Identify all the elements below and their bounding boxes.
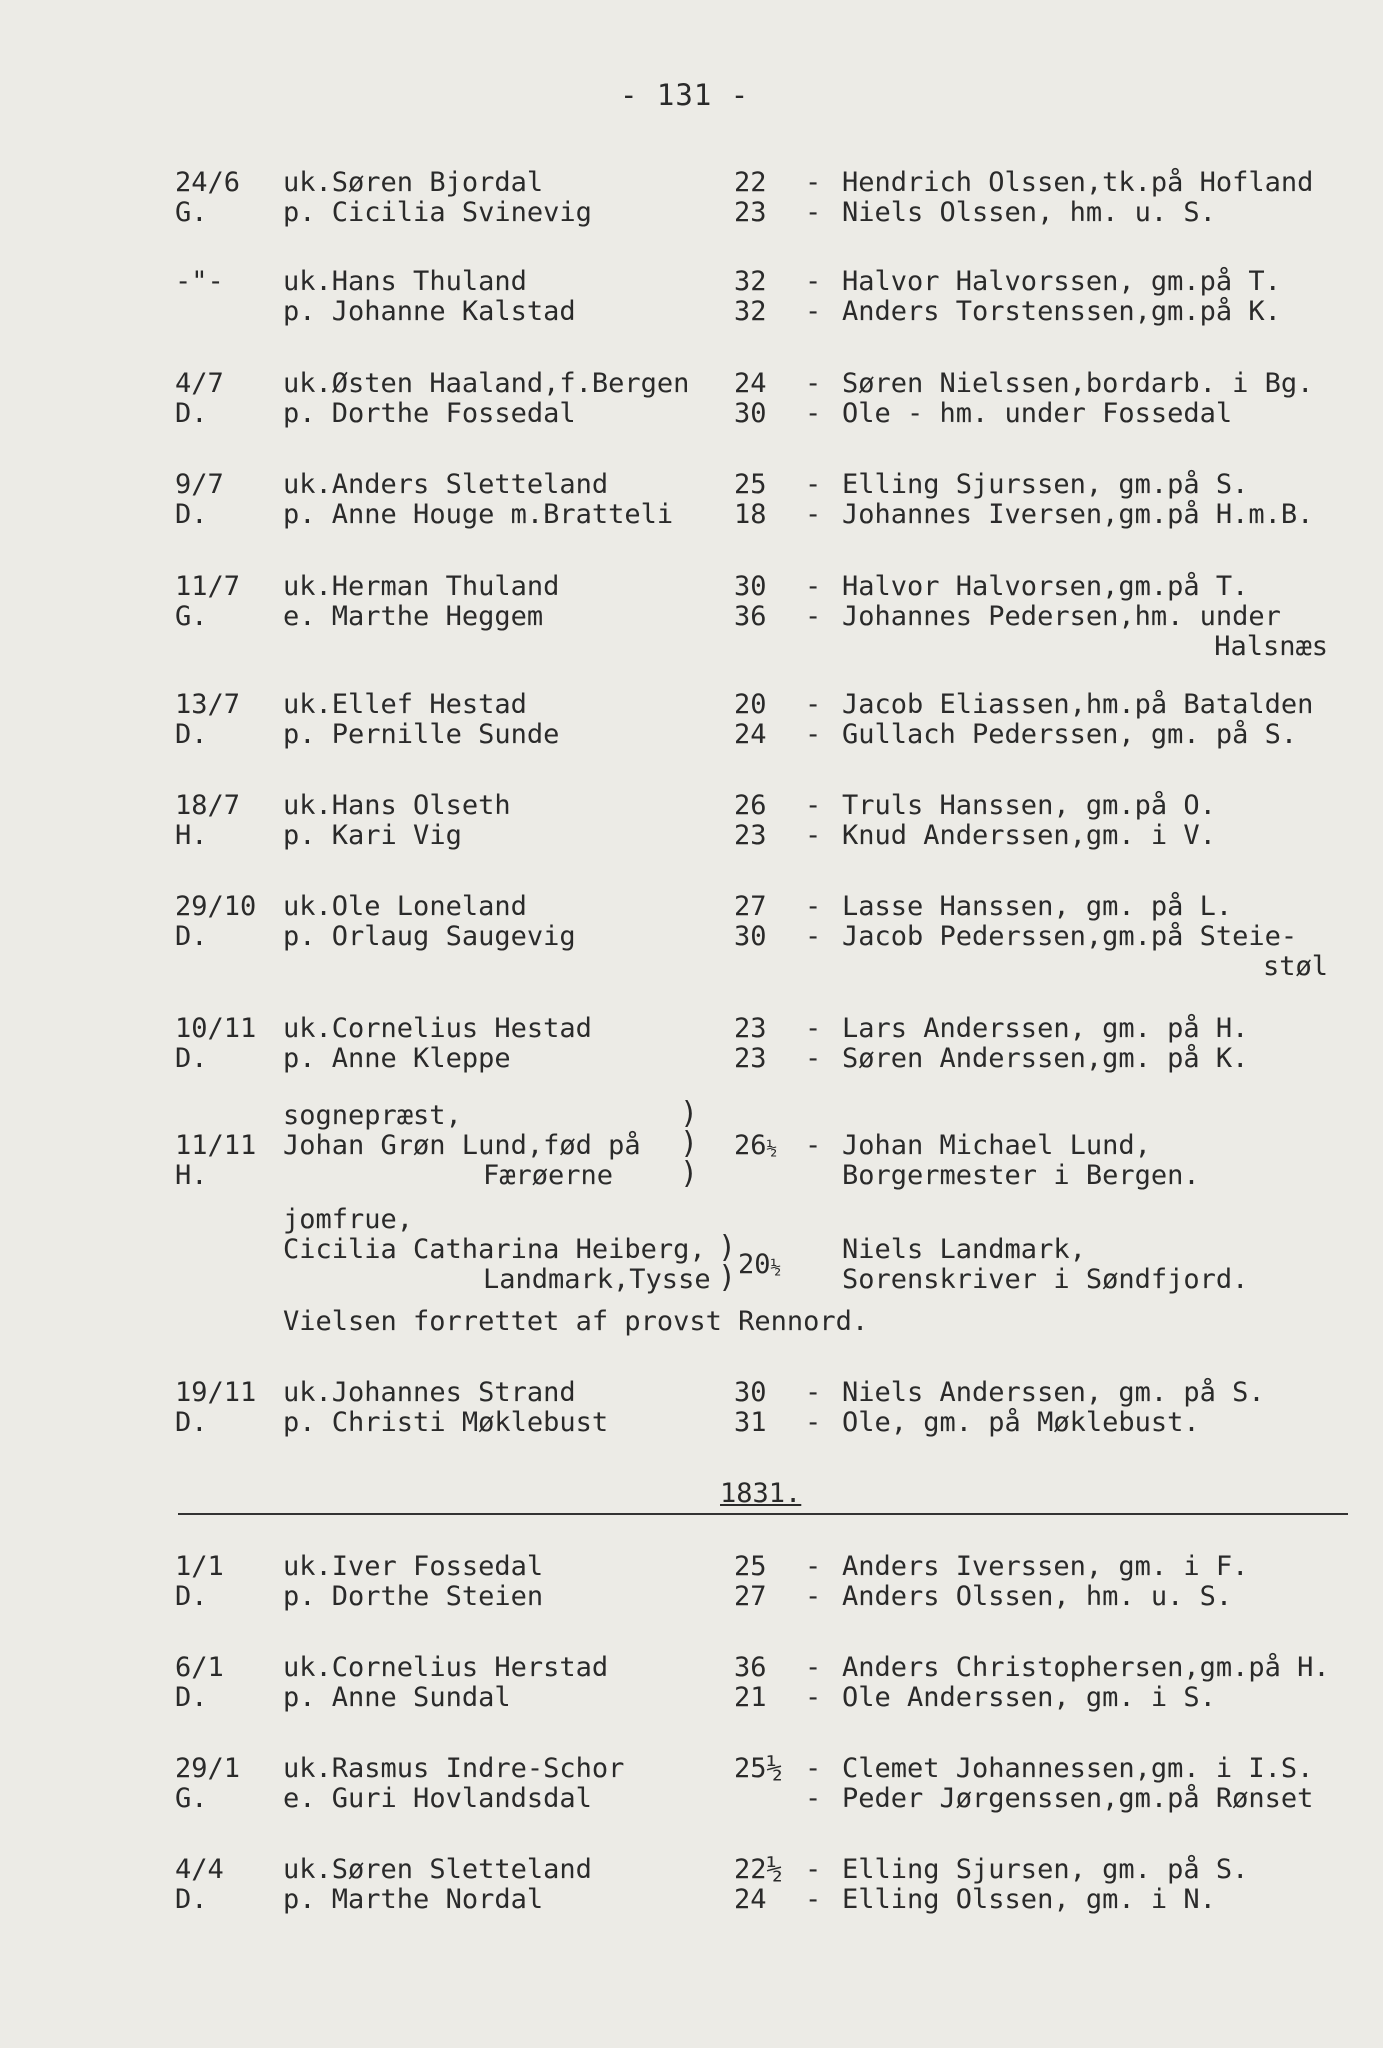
groom-status: uk. [283, 266, 332, 297]
dash: - [805, 1130, 822, 1161]
spacer [316, 820, 332, 851]
bride-age: 32 [734, 296, 767, 327]
groom-status: uk. [283, 1854, 332, 1885]
groom-age: 25 [734, 1551, 767, 1582]
bride-age: 30 [734, 921, 767, 952]
bride-title: jomfrue, [283, 1204, 414, 1235]
dash: - [805, 1407, 822, 1438]
groom-witness: Lars Anderssen, gm. på H. [842, 1013, 1249, 1044]
dash: - [805, 1753, 822, 1784]
groom-name [283, 267, 527, 297]
groom-status: uk. [283, 1377, 332, 1408]
groom-full-name: Ellef Hestad [331, 689, 527, 720]
dash: - [805, 1013, 822, 1044]
groom-witness: Søren Nielssen,bordarb. i Bg. [842, 368, 1314, 399]
year-divider [178, 1513, 1348, 1515]
bride-witness-cont: Sorenskriver i Søndfjord. [842, 1264, 1249, 1295]
bride-name [283, 1044, 511, 1074]
bride-name [283, 297, 576, 327]
ceremony-note: Vielsen forrettet af provst Rennord. [283, 1306, 869, 1337]
groom-age: 27 [734, 891, 767, 922]
entry-date: 11/11 [175, 1130, 257, 1161]
bride-witness: Anders Torstenssen,gm.på K. [842, 296, 1281, 327]
groom-full-name: Anders Sletteland [331, 469, 609, 500]
dash: - [805, 820, 822, 851]
dash: - [805, 891, 822, 922]
spacer [316, 296, 332, 327]
bride-name [283, 1408, 608, 1438]
bride-name [283, 1582, 543, 1612]
groom-witness-cont: Borgermester i Bergen. [842, 1160, 1200, 1191]
bride-witness: Johannes Pedersen,hm. under [842, 601, 1281, 632]
bride-name: Cicilia Catharina Heiberg, [283, 1234, 706, 1265]
spacer [316, 499, 332, 530]
spacer [316, 601, 332, 632]
bride-witness: Ole, gm. på Møklebust. [842, 1407, 1200, 1438]
bride-status: p. [283, 1682, 316, 1713]
dash: - [805, 398, 822, 429]
spacer [316, 1682, 332, 1713]
entry-place: D. [175, 1043, 208, 1074]
groom-age: 26½ [734, 1130, 778, 1161]
bride-status: p. [283, 197, 316, 228]
dash: - [805, 197, 822, 228]
bride-witness: Ole - hm. under Fossedal [842, 398, 1233, 429]
bride-status: p. [283, 820, 316, 851]
groom-name: Johan Grøn Lund,fød på [283, 1130, 641, 1161]
entry-place: H. [175, 820, 208, 851]
groom-witness: Lasse Hanssen, gm. på L. [842, 891, 1233, 922]
groom-age: 30 [734, 571, 767, 602]
bride-full-name: Orlaug Saugevig [331, 921, 576, 952]
entry-place: D. [175, 921, 208, 952]
bride-witness: Gullach Pederssen, gm. på S. [842, 719, 1298, 750]
groom-status: uk. [283, 1753, 332, 1784]
entry-place: D. [175, 499, 208, 530]
entry-date: 6/1 [175, 1652, 224, 1683]
entry-date: -"- [175, 266, 224, 297]
groom-witness: Niels Anderssen, gm. på S. [842, 1377, 1265, 1408]
bride-name [283, 198, 592, 228]
bride-status: p. [283, 398, 316, 429]
bride-status: p. [283, 296, 316, 327]
entry-place: G. [175, 1783, 208, 1814]
bride-age: 18 [734, 499, 767, 530]
bride-line [0, 602, 1383, 636]
groom-full-name: Rasmus Indre-Schor [331, 1753, 625, 1784]
groom-name [283, 1855, 592, 1885]
dash: - [805, 1551, 822, 1582]
dash: - [805, 1854, 822, 1885]
dash: - [805, 368, 822, 399]
bride-witness: Jacob Pederssen,gm.på Steie- [842, 921, 1298, 952]
bride-name [283, 602, 543, 632]
spacer [316, 1581, 332, 1612]
groom-status: uk. [283, 1652, 332, 1683]
bracket-paren: ) [718, 1230, 737, 1265]
dash: - [805, 1043, 822, 1074]
bride-name [283, 1784, 592, 1814]
spacer [316, 1407, 332, 1438]
bride-line [0, 720, 1383, 754]
groom-witness: Johan Michael Lund, [842, 1130, 1151, 1161]
bride-full-name: Kari Vig [331, 820, 462, 851]
bride-full-name: Guri Hovlandsdal [331, 1783, 592, 1814]
bride-status: p. [283, 921, 316, 952]
dash: - [805, 790, 822, 821]
groom-witness: Truls Hanssen, gm.på O. [842, 790, 1216, 821]
bride-witness-cont: støl [1262, 951, 1328, 982]
bride-age: 24 [734, 1884, 767, 1915]
bride-status: p. [283, 1581, 316, 1612]
entry-place: H. [175, 1160, 208, 1191]
bride-origin: Landmark,Tysse [483, 1264, 711, 1295]
groom-name [283, 1653, 608, 1683]
bride-age: 24 [734, 719, 767, 750]
groom-status: uk. [283, 368, 332, 399]
groom-age: 36 [734, 1652, 767, 1683]
spacer [316, 719, 332, 750]
bracket-paren: ) [680, 1126, 699, 1161]
bride-name [283, 821, 462, 851]
bride-status: p. [283, 499, 316, 530]
bride-status: p. [283, 1407, 316, 1438]
groom-age: 20 [734, 689, 767, 720]
bride-line [0, 1885, 1383, 1919]
dash: - [805, 1377, 822, 1408]
groom-full-name: Johannes Strand [331, 1377, 576, 1408]
entry-place: D. [175, 1682, 208, 1713]
spacer [316, 921, 332, 952]
bride-full-name: Marthe Heggem [331, 601, 544, 632]
groom-witness: Elling Sjurssen, gm.på S. [842, 469, 1249, 500]
groom-name [283, 1014, 592, 1044]
entry-place: G. [175, 197, 208, 228]
groom-title: sognepræst, [283, 1100, 462, 1131]
groom-age: 25½ [734, 1753, 783, 1784]
groom-name [283, 369, 689, 399]
bride-line [0, 1408, 1383, 1442]
groom-witness: Clemet Johannessen,gm. i I.S. [842, 1753, 1314, 1784]
bride-age: 23 [734, 820, 767, 851]
dash: - [805, 266, 822, 297]
groom-full-name: Herman Thuland [331, 571, 560, 602]
bride-full-name: Marthe Nordal [331, 1884, 544, 1915]
bride-line [0, 1582, 1383, 1616]
bride-witness: Johannes Iversen,gm.på H.m.B. [842, 499, 1314, 530]
bracket-paren: ) [680, 1156, 699, 1191]
groom-age: 32 [734, 266, 767, 297]
entry-place: D. [175, 1884, 208, 1915]
dash: - [805, 601, 822, 632]
entry-date: 9/7 [175, 469, 224, 500]
groom-status: uk. [283, 891, 332, 922]
bride-full-name: Cicilia Svinevig [331, 197, 592, 228]
bride-line [0, 399, 1383, 433]
entry-date: 19/11 [175, 1377, 257, 1408]
bride-age: 27 [734, 1581, 767, 1612]
entry-place: G. [175, 601, 208, 632]
bride-status: p. [283, 1043, 316, 1074]
entry-date: 29/1 [175, 1753, 241, 1784]
entry-date: 4/4 [175, 1854, 224, 1885]
bride-line [0, 1784, 1383, 1818]
bride-age: 21 [734, 1682, 767, 1713]
entry-date: 29/10 [175, 891, 257, 922]
entry-date: 1/1 [175, 1551, 224, 1582]
groom-name [283, 791, 511, 821]
bride-line [0, 1683, 1383, 1717]
groom-witness: Elling Sjursen, gm. på S. [842, 1854, 1249, 1885]
groom-name [283, 1754, 624, 1784]
bride-name [283, 1683, 511, 1713]
bride-status: e. [283, 601, 316, 632]
dash: - [805, 1783, 822, 1814]
spacer [316, 197, 332, 228]
groom-status: uk. [283, 1013, 332, 1044]
entry-date: 18/7 [175, 790, 241, 821]
groom-name [283, 892, 527, 922]
groom-age: 22 [734, 167, 767, 198]
groom-full-name: Cornelius Herstad [331, 1652, 609, 1683]
groom-name [283, 572, 559, 602]
groom-name [283, 1552, 543, 1582]
bride-name [283, 500, 673, 530]
bride-age: 20½ [738, 1249, 782, 1280]
dash: - [805, 689, 822, 720]
bride-name [283, 1885, 543, 1915]
groom-origin: Færøerne [483, 1160, 614, 1191]
dash: - [805, 921, 822, 952]
bride-age: 30 [734, 398, 767, 429]
groom-witness: Halvor Halvorssen, gm.på T. [842, 266, 1281, 297]
groom-full-name: Søren Sletteland [331, 1854, 592, 1885]
groom-status: uk. [283, 790, 332, 821]
groom-age: 30 [734, 1377, 767, 1408]
groom-status: uk. [283, 689, 332, 720]
groom-name [283, 168, 543, 198]
bride-witness: Niels Olssen, hm. u. S. [842, 197, 1216, 228]
groom-full-name: Iver Fossedal [331, 1551, 544, 1582]
bride-full-name: Anne Houge m.Bratteli [331, 499, 674, 530]
bride-full-name: Dorthe Steien [331, 1581, 544, 1612]
dash: - [805, 1884, 822, 1915]
groom-witness: Anders Iverssen, gm. i F. [842, 1551, 1249, 1582]
groom-status: uk. [283, 167, 332, 198]
bride-age: 36 [734, 601, 767, 632]
groom-witness: Hendrich Olssen,tk.på Hofland [842, 167, 1314, 198]
groom-status: uk. [283, 571, 332, 602]
dash: - [805, 1652, 822, 1683]
entry-date: 13/7 [175, 689, 241, 720]
bride-status: p. [283, 719, 316, 750]
dash: - [805, 1682, 822, 1713]
bride-line [0, 500, 1383, 534]
entry-date: 24/6 [175, 167, 241, 198]
entry-place: D. [175, 719, 208, 750]
bride-witness: Anders Olssen, hm. u. S. [842, 1581, 1233, 1612]
bride-full-name: Dorthe Fossedal [331, 398, 576, 429]
year-heading: 1831. [720, 1478, 802, 1509]
groom-status: uk. [283, 1551, 332, 1582]
groom-full-name: Østen Haaland,f.Bergen [331, 368, 690, 399]
bride-full-name: Christi Møklebust [331, 1407, 609, 1438]
bride-witness: Peder Jørgenssen,gm.på Rønset [842, 1783, 1314, 1814]
bride-witness: Niels Landmark, [842, 1234, 1086, 1265]
entry-date: 10/11 [175, 1013, 257, 1044]
groom-age: 22½ [734, 1854, 783, 1885]
dash: - [805, 571, 822, 602]
entry-place: D. [175, 1581, 208, 1612]
dash: - [805, 167, 822, 198]
entry-place: D. [175, 1407, 208, 1438]
groom-witness: Anders Christophersen,gm.på H. [842, 1652, 1330, 1683]
groom-full-name: Hans Thuland [331, 266, 527, 297]
bride-age: 23 [734, 1043, 767, 1074]
entry-date: 11/7 [175, 571, 241, 602]
bride-full-name: Pernille Sunde [331, 719, 560, 750]
bride-status: p. [283, 1884, 316, 1915]
groom-age: 25 [734, 469, 767, 500]
bride-name [283, 720, 559, 750]
bride-witness: Knud Anderssen,gm. i V. [842, 820, 1216, 851]
bracket-paren: ) [718, 1260, 737, 1295]
groom-full-name: Hans Olseth [331, 790, 511, 821]
groom-witness: Halvor Halvorsen,gm.på T. [842, 571, 1249, 602]
groom-full-name: Cornelius Hestad [331, 1013, 592, 1044]
bride-full-name: Anne Kleppe [331, 1043, 511, 1074]
bride-full-name: Johanne Kalstad [331, 296, 576, 327]
spacer [316, 1783, 332, 1814]
dash: - [805, 719, 822, 750]
groom-full-name: Ole Loneland [331, 891, 527, 922]
bride-witness-cont: Halsnæs [1214, 631, 1328, 662]
bride-status: e. [283, 1783, 316, 1814]
groom-age: 23 [734, 1013, 767, 1044]
dash: - [805, 1581, 822, 1612]
bride-witness: Søren Anderssen,gm. på K. [842, 1043, 1249, 1074]
bracket-paren: ) [680, 1096, 699, 1131]
groom-name [283, 690, 527, 720]
bride-line [0, 922, 1383, 956]
bride-age: 31 [734, 1407, 767, 1438]
bride-witness: Elling Olssen, gm. i N. [842, 1884, 1216, 1915]
page-number: - 131 - [620, 78, 750, 112]
groom-witness: Jacob Eliassen,hm.på Batalden [842, 689, 1314, 720]
entry-date: 4/7 [175, 368, 224, 399]
spacer [316, 1884, 332, 1915]
bride-line [0, 198, 1383, 232]
groom-full-name: Søren Bjordal [331, 167, 544, 198]
bride-line [0, 821, 1383, 855]
entry-place: D. [175, 398, 208, 429]
dash: - [805, 469, 822, 500]
dash: - [805, 499, 822, 530]
groom-name [283, 1378, 576, 1408]
bride-line [0, 297, 1383, 331]
spacer [316, 398, 332, 429]
groom-name [283, 470, 608, 500]
bride-age: 23 [734, 197, 767, 228]
groom-age: 26 [734, 790, 767, 821]
groom-status: uk. [283, 469, 332, 500]
dash: - [805, 296, 822, 327]
bride-witness: Ole Anderssen, gm. i S. [842, 1682, 1216, 1713]
bride-name [283, 922, 576, 952]
spacer [316, 1043, 332, 1074]
bride-name [283, 399, 576, 429]
groom-age: 24 [734, 368, 767, 399]
bride-full-name: Anne Sundal [331, 1682, 511, 1713]
bride-line [0, 1044, 1383, 1078]
